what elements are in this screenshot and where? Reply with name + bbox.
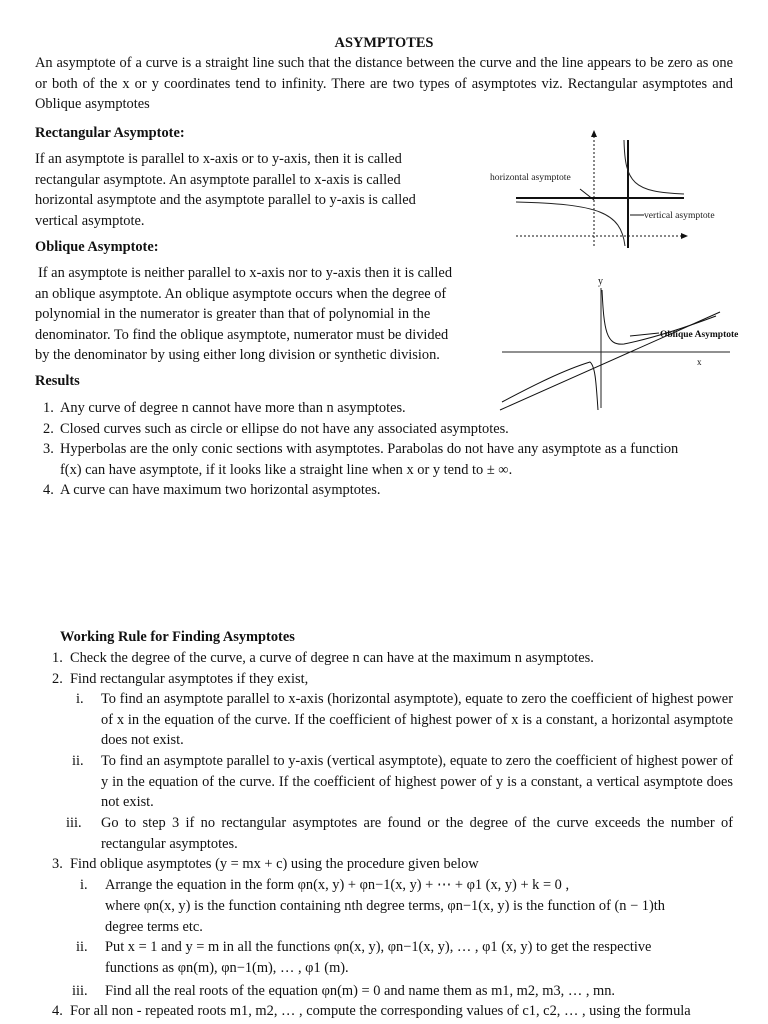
step-text: Find oblique asymptotes (y = mx + c) using the procedure given below bbox=[70, 856, 479, 872]
results-item-number: 2. bbox=[43, 420, 54, 437]
page-title: ASYMPTOTES bbox=[334, 35, 434, 51]
step-number: 3. bbox=[52, 856, 63, 872]
oblique-label-pointer bbox=[630, 333, 659, 336]
substep-number: i. bbox=[80, 877, 88, 893]
substep-continuation: degree terms etc. bbox=[105, 918, 203, 935]
step-text: Check the degree of the curve, a curve of degree n can have at the maximum n asymptotes. bbox=[70, 650, 594, 666]
results-item: Hyperbolas are the only conic sections with asymptotes. Parabolas do not have any asymptote as a function bbox=[60, 441, 679, 457]
step-number: 2. bbox=[52, 670, 63, 687]
rectangular-heading: Rectangular Asymptote: bbox=[35, 125, 185, 141]
substep-number: iii. bbox=[66, 815, 82, 831]
oblique-asymptote-figure bbox=[494, 270, 744, 415]
results-item: Any curve of degree n cannot have more than n asymptotes. bbox=[60, 400, 406, 416]
results-item-continuation: f(x) can have asymptote, if it looks like a straight line when x or y tend to ± ∞. bbox=[60, 461, 513, 478]
oblique-line: by the denominator by using either long division or synthetic division. bbox=[35, 347, 440, 363]
intro-paragraph: An asymptote of a curve is a straight line such that the distance between the curve and the line appears to be zero as one or both of the x or y coordinates tend to infinity. There are two types of asymptotes viz. Rectangular asymptotes and Oblique asymptotes bbox=[35, 55, 733, 113]
rectangular-line: vertical asymptote. bbox=[35, 212, 145, 229]
curve-branch-lower bbox=[516, 202, 625, 246]
y-axis-label: y bbox=[598, 276, 603, 287]
substep-continuation: where φn(x, y) is the function containing nth degree terms, φn−1(x, y) is the function of (n − 1)th bbox=[105, 898, 665, 914]
working-rule-heading: Working Rule for Finding Asymptotes bbox=[60, 629, 295, 645]
oblique-asymptote-label: Oblique Asymptote bbox=[660, 330, 739, 340]
y-axis-arrow-icon bbox=[591, 130, 597, 137]
substep-text: To find an asymptote parallel to y-axis (vertical asymptote), equate to zero the coefficient of highest power of y in the equation of the curve. If the coefficient of highest power of y is a constant, a vertical asymptote does not exist. bbox=[101, 753, 733, 811]
oblique-line: an oblique asymptote. An oblique asymptote occurs when the degree of bbox=[35, 285, 447, 302]
results-item-number: 4. bbox=[43, 482, 54, 498]
rectangular-asymptote-figure bbox=[488, 128, 738, 248]
rectangular-line: If an asymptote is parallel to x-axis or to y-axis, then it is called bbox=[35, 151, 402, 167]
substep-text: Find all the real roots of the equation φn(m) = 0 and name them as m1, m2, m3, … , mn. bbox=[105, 983, 616, 999]
substep-number: iii. bbox=[72, 983, 88, 999]
oblique-line: If an asymptote is neither parallel to x-axis nor to y-axis then it is called bbox=[38, 265, 453, 281]
rectangular-line: rectangular asymptote. An asymptote parallel to x-axis is called bbox=[35, 171, 401, 188]
curve-branch-upper bbox=[624, 140, 684, 194]
substep-text: Put x = 1 and y = m in all the functions φn(x, y), φn−1(x, y), … , φ1 (x, y) to get the respective bbox=[105, 939, 652, 955]
substep-text: Go to step 3 if no rectangular asymptotes are found or the degree of the curve exceeds the number of rectangular asymptotes. bbox=[101, 815, 733, 852]
x-axis-arrow-icon bbox=[681, 233, 688, 239]
oblique-heading: Oblique Asymptote: bbox=[35, 239, 159, 255]
x-axis-label: x bbox=[697, 357, 702, 367]
results-heading: Results bbox=[35, 373, 80, 389]
horizontal-asymptote-label: horizontal asymptote bbox=[490, 172, 571, 183]
results-item-number: 3. bbox=[43, 441, 54, 457]
step-text: Find rectangular asymptotes if they exist, bbox=[70, 670, 309, 687]
substep-number: ii. bbox=[72, 753, 84, 769]
substep-text: To find an asymptote parallel to x-axis (horizontal asymptote), equate to zero the coefficient of highest power of x in the equation of the curve. If the coefficient of highest power of x is a constant, a horizontal asymptote does not exist. bbox=[101, 691, 733, 749]
results-item: Closed curves such as circle or ellipse do not have any associated asymptotes. bbox=[60, 420, 509, 437]
rectangular-line: horizontal asymptote and the asymptote parallel to y-axis is called bbox=[35, 192, 416, 208]
substep-number: i. bbox=[76, 691, 84, 707]
step-number: 1. bbox=[52, 650, 63, 666]
vertical-asymptote-label: vertical asymptote bbox=[644, 210, 715, 221]
substep-continuation: functions as φn(m), φn−1(m), … , φ1 (m). bbox=[105, 960, 349, 976]
oblique-line: polynomial in the numerator is greater than that of polynomial in the bbox=[35, 306, 431, 322]
substep-text: Arrange the equation in the form φn(x, y) + φn−1(x, y) + ⋯ + φ1 (x, y) + k = 0 , bbox=[105, 877, 570, 893]
substep-number: ii. bbox=[76, 939, 88, 955]
results-item: A curve can have maximum two horizontal asymptotes. bbox=[60, 482, 381, 498]
step-text: For all non - repeated roots m1, m2, … , compute the corresponding values of c1, c2, … , using the formula bbox=[70, 1003, 691, 1019]
oblique-line: denominator. To find the oblique asymptote, numerator must be divided bbox=[35, 326, 449, 343]
results-item-number: 1. bbox=[43, 400, 54, 416]
step-number: 4. bbox=[52, 1003, 63, 1019]
